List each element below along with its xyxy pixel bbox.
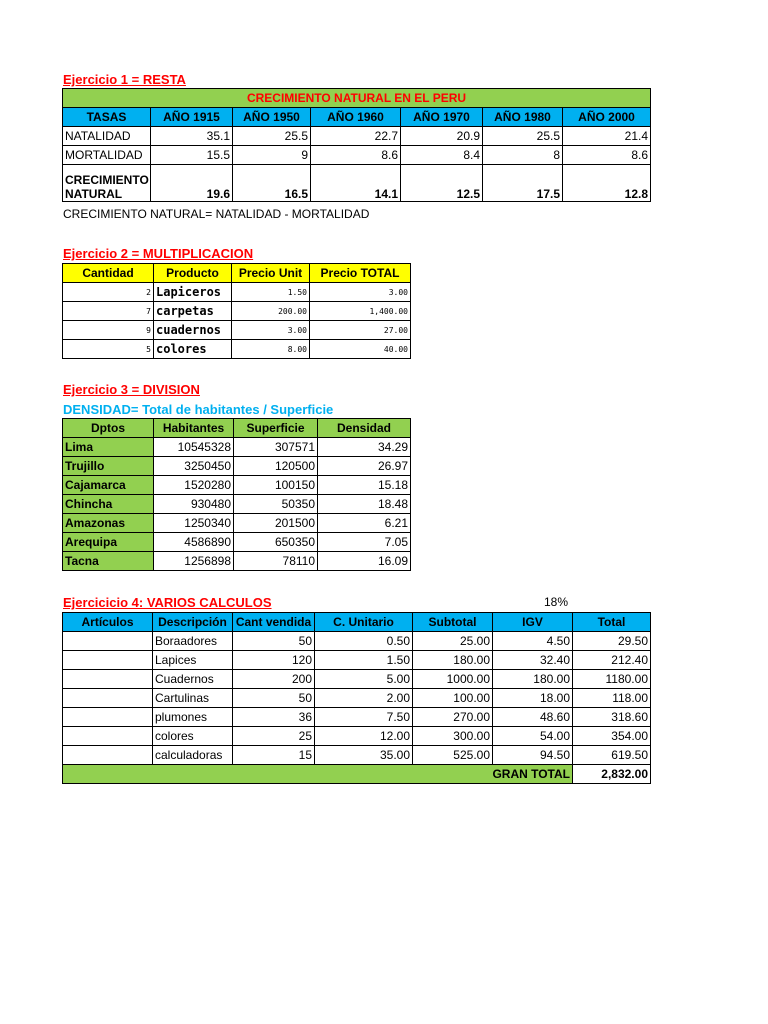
qty-cell: 36: [233, 708, 315, 727]
dpto-cell: Lima: [63, 438, 154, 457]
cn-label-1: CRECIMIENTO: [65, 173, 149, 187]
table-row: [63, 476, 411, 495]
ex2-title: Ejercicio 2 = MULTIPLICACION: [63, 246, 254, 261]
table-row: [63, 302, 411, 321]
total-cell: 29.50: [573, 632, 651, 651]
igv-cell: 48.60: [493, 708, 573, 727]
total-cell: 354.00: [573, 727, 651, 746]
den-cell: 34.29: [318, 438, 411, 457]
unit-cell: 2.00: [315, 689, 413, 708]
total-cell: 1180.00: [573, 670, 651, 689]
gran-total-label: GRAN TOTAL: [63, 765, 573, 784]
table-row: [63, 746, 651, 765]
hab-cell: 1520280: [154, 476, 234, 495]
desc-cell: Boraadores: [153, 632, 233, 651]
ex1-header: AÑO 1960: [311, 108, 401, 127]
table-row: [63, 514, 411, 533]
table-row: [63, 321, 411, 340]
subtotal-cell: 525.00: [413, 746, 493, 765]
igv-rate: 18%: [544, 595, 569, 609]
qty-cell: 25: [233, 727, 315, 746]
igv-cell: 54.00: [493, 727, 573, 746]
ex1-banner: CRECIMIENTO NATURAL EN EL PERU: [63, 89, 651, 108]
ex1-header: AÑO 1915: [151, 108, 233, 127]
total-cell: 1,400.00: [310, 302, 411, 321]
hab-cell: 1250340: [154, 514, 234, 533]
total-cell: 318.60: [573, 708, 651, 727]
cell: 8.4: [401, 146, 483, 165]
article-cell: [63, 746, 153, 765]
table-row: [63, 495, 411, 514]
total-cell: 118.00: [573, 689, 651, 708]
sup-cell: 100150: [234, 476, 318, 495]
table-row: [63, 340, 411, 359]
article-cell: [63, 727, 153, 746]
table-row: [63, 727, 651, 746]
igv-cell: 32.40: [493, 651, 573, 670]
table-row: [63, 438, 411, 457]
cell: 21.4: [563, 127, 651, 146]
subtotal-cell: 100.00: [413, 689, 493, 708]
den-cell: 15.18: [318, 476, 411, 495]
qty-cell: 120: [233, 651, 315, 670]
article-cell: [63, 632, 153, 651]
desc-cell: colores: [153, 727, 233, 746]
ex3-header: Habitantes: [154, 419, 234, 438]
qty-cell: 200: [233, 670, 315, 689]
total-cell: 619.50: [573, 746, 651, 765]
ex3-subtitle: DENSIDAD= Total de habitantes / Superficie: [63, 402, 334, 417]
row-label: NATALIDAD: [63, 127, 151, 146]
den-cell: 6.21: [318, 514, 411, 533]
cell: 14.1: [311, 165, 401, 202]
qty-cell: 9: [63, 321, 154, 340]
qty-cell: 2: [63, 283, 154, 302]
unit-cell: 1.50: [315, 651, 413, 670]
igv-cell: 94.50: [493, 746, 573, 765]
ex3-table: [62, 418, 411, 571]
unit-cell: 200.00: [232, 302, 310, 321]
article-cell: [63, 651, 153, 670]
subtotal-cell: 300.00: [413, 727, 493, 746]
ex4-header: Descripción: [153, 613, 233, 632]
table-row: [63, 651, 651, 670]
ex1-header: AÑO 2000: [563, 108, 651, 127]
igv-cell: 4.50: [493, 632, 573, 651]
ex4-header: Artículos: [63, 613, 153, 632]
ex4-title: Ejercicicio 4: VARIOS CALCULOS: [63, 595, 272, 610]
cell: 12.5: [401, 165, 483, 202]
dpto-cell: Amazonas: [63, 514, 154, 533]
dpto-cell: Arequipa: [63, 533, 154, 552]
cell: 12.8: [563, 165, 651, 202]
subtotal-cell: 270.00: [413, 708, 493, 727]
cell: 16.5: [233, 165, 311, 202]
ex4-header: Subtotal: [413, 613, 493, 632]
cell: 8.6: [563, 146, 651, 165]
total-cell: 40.00: [310, 340, 411, 359]
sup-cell: 307571: [234, 438, 318, 457]
hab-cell: 1256898: [154, 552, 234, 571]
sup-cell: 50350: [234, 495, 318, 514]
hab-cell: 4586890: [154, 533, 234, 552]
table-row: [63, 670, 651, 689]
cell: 8.6: [311, 146, 401, 165]
ex1-header: TASAS: [63, 108, 151, 127]
ex2-header: Precio Unit: [232, 264, 310, 283]
ex1-header: AÑO 1980: [483, 108, 563, 127]
dpto-cell: Chincha: [63, 495, 154, 514]
gran-total-value: 2,832.00: [573, 765, 651, 784]
dpto-cell: Trujillo: [63, 457, 154, 476]
unit-cell: 8.00: [232, 340, 310, 359]
table-row: [63, 146, 651, 165]
unit-cell: 0.50: [315, 632, 413, 651]
den-cell: 18.48: [318, 495, 411, 514]
unit-cell: 12.00: [315, 727, 413, 746]
qty-cell: 50: [233, 632, 315, 651]
product-cell: carpetas: [154, 302, 232, 321]
ex4-header: C. Unitario: [315, 613, 413, 632]
article-cell: [63, 689, 153, 708]
ex1-formula: CRECIMIENTO NATURAL= NATALIDAD - MORTALIDAD: [63, 207, 370, 221]
ex1-header: AÑO 1970: [401, 108, 483, 127]
unit-cell: 7.50: [315, 708, 413, 727]
cell: 25.5: [233, 127, 311, 146]
hab-cell: 10545328: [154, 438, 234, 457]
hab-cell: 930480: [154, 495, 234, 514]
ex2-header: Precio TOTAL: [310, 264, 411, 283]
product-cell: colores: [154, 340, 232, 359]
table-row: [63, 632, 651, 651]
total-cell: 27.00: [310, 321, 411, 340]
ex3-header: Dptos: [63, 419, 154, 438]
cell: 17.5: [483, 165, 563, 202]
table-row: [63, 689, 651, 708]
dpto-cell: Tacna: [63, 552, 154, 571]
ex3-header: Densidad: [318, 419, 411, 438]
row-label: [63, 165, 151, 202]
table-row: [63, 127, 651, 146]
sup-cell: 650350: [234, 533, 318, 552]
desc-cell: Lapices: [153, 651, 233, 670]
unit-cell: 35.00: [315, 746, 413, 765]
ex3-title: Ejercicio 3 = DIVISION: [63, 382, 200, 397]
table-row: [63, 165, 651, 202]
article-cell: [63, 708, 153, 727]
cn-label-2: NATURAL: [65, 187, 123, 201]
ex4-table: [62, 612, 651, 784]
qty-cell: 5: [63, 340, 154, 359]
dpto-cell: Cajamarca: [63, 476, 154, 495]
unit-cell: 5.00: [315, 670, 413, 689]
igv-cell: 18.00: [493, 689, 573, 708]
subtotal-cell: 25.00: [413, 632, 493, 651]
cell: 25.5: [483, 127, 563, 146]
qty-cell: 50: [233, 689, 315, 708]
desc-cell: plumones: [153, 708, 233, 727]
ex3-header: Superficie: [234, 419, 318, 438]
table-row: [63, 708, 651, 727]
desc-cell: Cuadernos: [153, 670, 233, 689]
subtotal-cell: 180.00: [413, 651, 493, 670]
cell: 35.1: [151, 127, 233, 146]
ex4-header: Total: [573, 613, 651, 632]
hab-cell: 3250450: [154, 457, 234, 476]
cell: 20.9: [401, 127, 483, 146]
den-cell: 16.09: [318, 552, 411, 571]
row-label: MORTALIDAD: [63, 146, 151, 165]
sup-cell: 201500: [234, 514, 318, 533]
unit-cell: 1.50: [232, 283, 310, 302]
total-cell: 212.40: [573, 651, 651, 670]
table-row: [63, 457, 411, 476]
gran-total-row: [63, 765, 651, 784]
qty-cell: 7: [63, 302, 154, 321]
table-row: [63, 533, 411, 552]
cell: 22.7: [311, 127, 401, 146]
desc-cell: calculadoras: [153, 746, 233, 765]
den-cell: 7.05: [318, 533, 411, 552]
unit-cell: 3.00: [232, 321, 310, 340]
ex1-table: [62, 88, 651, 202]
cell: 15.5: [151, 146, 233, 165]
ex4-header: Cant vendida: [233, 613, 315, 632]
qty-cell: 15: [233, 746, 315, 765]
ex1-header: AÑO 1950: [233, 108, 311, 127]
sup-cell: 120500: [234, 457, 318, 476]
igv-cell: 180.00: [493, 670, 573, 689]
cell: 19.6: [151, 165, 233, 202]
table-row: [63, 552, 411, 571]
article-cell: [63, 670, 153, 689]
total-cell: 3.00: [310, 283, 411, 302]
sup-cell: 78110: [234, 552, 318, 571]
den-cell: 26.97: [318, 457, 411, 476]
table-row: [63, 283, 411, 302]
ex1-title: Ejercicio 1 = RESTA: [63, 72, 186, 87]
cell: 9: [233, 146, 311, 165]
product-cell: cuadernos: [154, 321, 232, 340]
ex2-table: [62, 263, 411, 359]
cell: 8: [483, 146, 563, 165]
ex4-header: IGV: [493, 613, 573, 632]
ex2-header: Producto: [154, 264, 232, 283]
subtotal-cell: 1000.00: [413, 670, 493, 689]
desc-cell: Cartulinas: [153, 689, 233, 708]
ex2-header: Cantidad: [63, 264, 154, 283]
product-cell: Lapiceros: [154, 283, 232, 302]
